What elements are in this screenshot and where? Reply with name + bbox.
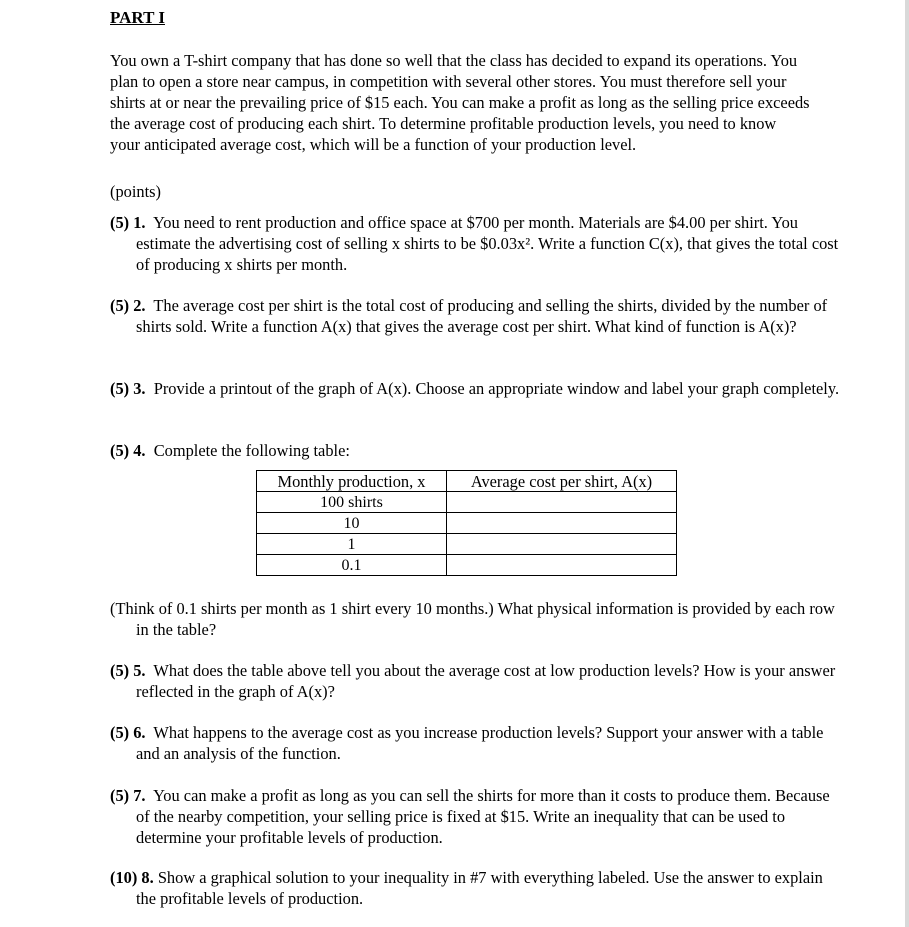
question-6-text: What happens to the average cost as you increase production levels? Support your answer with a table and an analysis of the function. — [136, 723, 824, 763]
question-2-prefix: (5) 2. — [110, 296, 146, 315]
cell-production: 1 — [257, 534, 447, 555]
question-8 — [110, 867, 841, 909]
cell-avg-cost — [447, 534, 677, 555]
table-header-row — [257, 471, 677, 492]
question-4 — [110, 440, 841, 461]
cell-production: 100 shirts — [257, 492, 447, 513]
question-7 — [110, 785, 841, 848]
question-4-prefix: (5) 4. — [110, 441, 146, 460]
question-2 — [110, 295, 841, 337]
intro-paragraph: You own a T-shirt company that has done so well that the class has decided to expand its operations. You plan to open a store near campus, in competition with several other stores. You must therefore sell your shirts at or near the prevailing price of $15 each. You can make a profit as long as the selling price exceeds the average cost of producing each shirt. To determine profitable production levels, you need to know your anticipated average cost, which will be a function of your production level. — [110, 51, 810, 154]
question-3 — [110, 378, 841, 399]
header-production: Monthly production, x — [257, 471, 447, 492]
question-4-text: Complete the following table: — [153, 441, 350, 460]
question-4-followup — [110, 598, 841, 640]
cell-avg-cost — [447, 555, 677, 576]
question-7-prefix: (5) 7. — [110, 786, 146, 805]
question-3-prefix: (5) 3. — [110, 379, 146, 398]
header-avg-cost: Average cost per shirt, A(x) — [447, 471, 677, 492]
table-row — [257, 492, 677, 513]
cell-production: 0.1 — [257, 555, 447, 576]
points-label: (points) — [110, 182, 161, 201]
cell-production: 10 — [257, 513, 447, 534]
question-3-text: Provide a printout of the graph of A(x). Choose an appropriate window and label your graph completely. — [153, 379, 840, 398]
question-1-text: You need to rent production and office space at $700 per month. Materials are $4.00 per shirt. You estimate the advertising cost of selling x shirts to be $0.03x². Write a function C(x), that gives the total cost of producing x shirts per month. — [136, 213, 839, 274]
question-5-prefix: (5) 5. — [110, 661, 146, 680]
cell-avg-cost — [447, 513, 677, 534]
question-4-followup-text: (Think of 0.1 shirts per month as 1 shirt every 10 months.) What physical information is provided by each row in the table? — [110, 599, 835, 639]
question-7-text: You can make a profit as long as you can sell the shirts for more than it costs to produce them. Because of the nearby competition, your selling price is fixed at $15. Write an inequality that can be used to determine your profitable levels of production. — [136, 786, 830, 847]
question-6-prefix: (5) 6. — [110, 723, 146, 742]
question-5-text: What does the table above tell you about the average cost at low production levels? How is your answer reflected in the graph of A(x)? — [136, 661, 836, 701]
table-row — [257, 534, 677, 555]
question-1 — [110, 212, 841, 275]
question-2-text: The average cost per shirt is the total cost of producing and selling the shirts, divided by the number of shirts sold. Write a function A(x) that gives the average cost per shirt. What kind of function is A(x)? — [136, 296, 828, 336]
question-6 — [110, 722, 841, 764]
table-row — [257, 555, 677, 576]
question-8-prefix: (10) 8. — [110, 868, 154, 887]
question-8-text: Show a graphical solution to your inequality in #7 with everything labeled. Use the answer to explain the profitable levels of production. — [136, 868, 823, 908]
production-table — [256, 470, 677, 576]
question-1-prefix: (5) 1. — [110, 213, 146, 232]
question-5 — [110, 660, 841, 702]
cell-avg-cost — [447, 492, 677, 513]
table-row — [257, 513, 677, 534]
part-title: PART I — [110, 8, 165, 27]
page-edge — [905, 0, 909, 927]
